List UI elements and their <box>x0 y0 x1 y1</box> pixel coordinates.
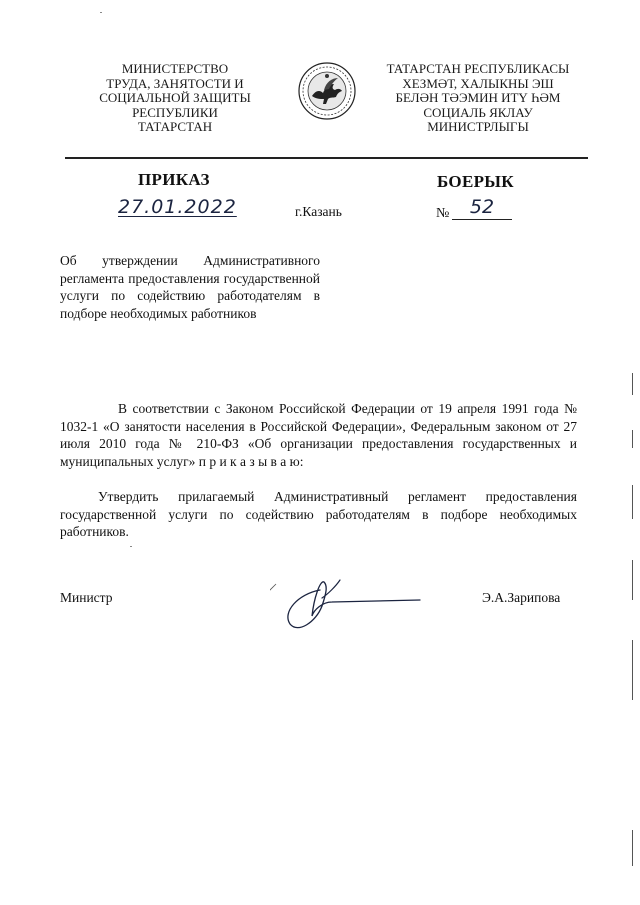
scan-edge-mark <box>632 430 633 448</box>
order-subject: Об утверждении Административного регламента предоставления государственной услуги по содействию работодателям в подборе необходимых работников <box>60 253 320 321</box>
scan-speck <box>100 12 102 13</box>
handwritten-signature-icon <box>270 572 430 642</box>
tatarstan-coat-of-arms-icon <box>296 60 358 122</box>
order-city: г.Казань <box>295 204 342 219</box>
scan-edge-mark <box>632 485 633 519</box>
scan-edge-mark <box>632 560 633 600</box>
order-title-tt: БОЕРЫК <box>437 172 514 191</box>
scan-edge-mark <box>632 373 633 395</box>
scan-edge-mark <box>632 640 633 700</box>
signer-position: Министр <box>60 590 113 605</box>
order-number-sign: № <box>436 206 450 221</box>
scan-speck <box>130 546 132 547</box>
signer-name: Э.А.Зарипова <box>482 590 561 605</box>
scan-edge-mark <box>632 830 633 866</box>
ministry-name-ru: МИНИСТЕРСТВО ТРУДА, ЗАНЯТОСТИ И СОЦИАЛЬНОЙ ЗАЩИТЫ РЕСПУБЛИКИ ТАТАРСТАН <box>99 61 251 134</box>
ministry-name-tt: ТАТАРСТАН РЕСПУБЛИКАСЫ ХЕЗМӘТ, ХАЛЫКНЫ ЭШ БЕЛӘН ТӘЭМИН ИТҮ ҺӘМ СОЦИАЛЬ ЯКЛАУ МИНИСТРЛЫГЫ <box>386 61 570 134</box>
decision-paragraph: Утвердить прилагаемый Административный регламент предоставления государственной услуги по содействию работодателям в подборе необходимых работников. <box>60 489 577 539</box>
order-title-ru: ПРИКАЗ <box>138 170 210 189</box>
order-date: 27.01.2022 <box>118 196 237 218</box>
header-divider <box>65 157 588 159</box>
preamble-paragraph: В соответствии с Законом Российской Федерации от 19 апреля 1991 года № 1032-1 «О занятости населения в Российской Федерации», Федеральным законом от 27 июля 2010 года № 210-ФЗ «Об организации предоставления государственных и муниципальных услуг» п р и к а з ы в а ю: <box>60 401 577 469</box>
order-number: 52 <box>452 196 512 220</box>
